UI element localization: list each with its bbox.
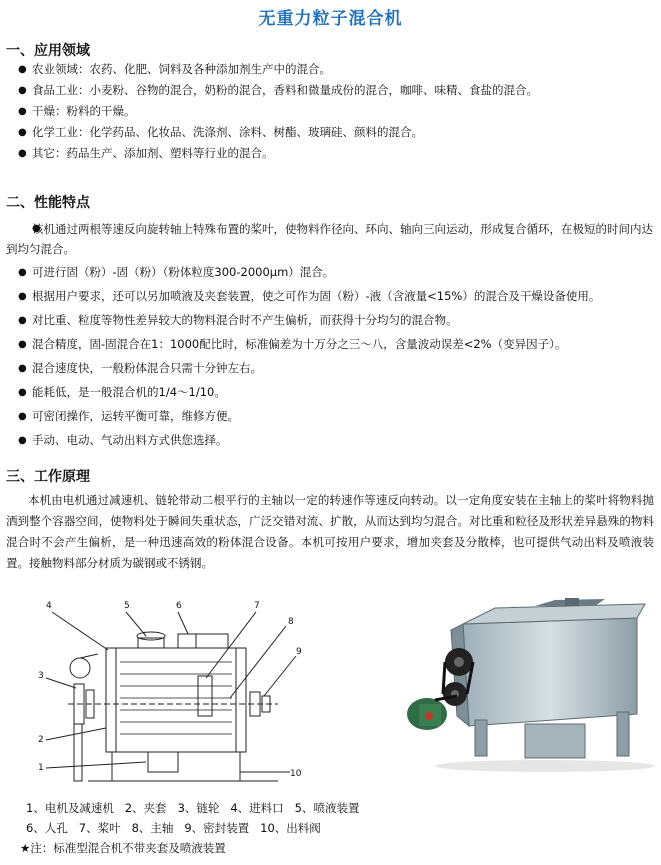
list-item: ● 化学工业：化学药品、化妆品、洗涤剂、涂料、树酯、玻璃硅、颜料的混合。 [18,125,648,140]
list-item: ● 能耗低，是一般混合机的1/4～1/10。 [18,385,654,400]
list-item: ● 可进行固（粉）-固（粉）（粉体粒度300-2000μm）混合。 [18,265,654,280]
list-item: ● 可密闭操作，运转平衡可靠，维修方便。 [18,409,654,424]
legend-line: 6、人孔 7、桨叶 8、主轴 9、密封装置 10、出料阀 [26,821,321,835]
mixer-schematic-diagram [28,596,318,791]
mixer-photo [405,596,655,776]
legend-note: ★注：标准型混合机不带夹套及喷液装置 [20,841,226,855]
callout-label: 9 [296,647,302,657]
callout-label: 8 [288,617,294,627]
callout-label: 1 [38,763,44,773]
callout-label: 3 [38,671,44,681]
callout-label: 10 [290,769,302,779]
callout-label: 7 [254,601,260,611]
section-heading-features: 二、性能特点 [6,195,90,211]
features-list [6,219,654,457]
list-item: ● 对比重、粒度等物性差异较大的物料混合时不产生偏析，而获得十分均匀的混合物。 [18,313,654,328]
section-heading-application: 一、应用领域 [6,43,90,59]
diagram-legend [20,798,360,858]
page-title: 无重力粒子混合机 [258,9,403,29]
list-item: ● 食品工业：小麦粉、谷物的混合，奶粉的混合，香料和微量成份的混合，咖啡、味精、食盐的混合。 [18,83,648,98]
section-heading-principle: 三、工作原理 [6,469,90,485]
callout-label: 2 [38,735,44,745]
mixer-body [106,648,246,752]
list-item: ● 农业领域：农药、化肥、饲料及各种添加剂生产中的混合。 [18,62,648,77]
list-item: ● 混合速度快，一般粉体混合只需十分钟左右。 [18,361,654,376]
list-item: ● 该机通过两根等速反向旋转轴上特殊布置的桨叶，使物料作径向、环向、轴向三向运动，形成复合循环，在极短的时间内达到均匀混合。 [6,219,654,259]
list-item: ● 混合精度，固-固混合在1：1000配比时，标准偏差为十万分之三～八，含量波动误差<2%（变异因子）。 [18,337,654,352]
callout-label: 4 [46,601,52,611]
callout-label: 6 [176,601,182,611]
legend-line: 1、电机及减速机 2、夹套 3、链轮 4、进料口 5、喷液装置 [26,801,360,815]
application-list [18,62,648,167]
list-item: ● 其它：药品生产、添加剂、塑料等行业的混合。 [18,146,648,161]
list-item: ● 干燥：粉料的干燥。 [18,104,648,119]
principle-paragraph: 本机由电机通过减速机、链轮带动二根平行的主轴以一定的转速作等速反向转动。以一定角度安装在主轴上的桨叶将物料抛洒到整个容器空间，使物料处于瞬间失重状态，广泛交错对流、扩散，从而达到均匀混合。对比重和粒径及形状差异悬殊的物料混合时不会产生偏析，是一种迅速高效的粉体混合设备。本机可按用户要求，增加夹套及分散棒，也可提供气动出料及喷液装置。接触物料部分材质为碳钢或不锈钢。 [6,493,654,570]
list-item: ● 手动、电动、气动出料方式供您选择。 [18,433,654,448]
callout-label: 5 [124,601,130,611]
list-item: ● 根据用户要求，还可以另加喷液及夹套装置，使之可作为固（粉）-液（含液量<15%）的混合及干燥设备使用。 [18,289,654,304]
